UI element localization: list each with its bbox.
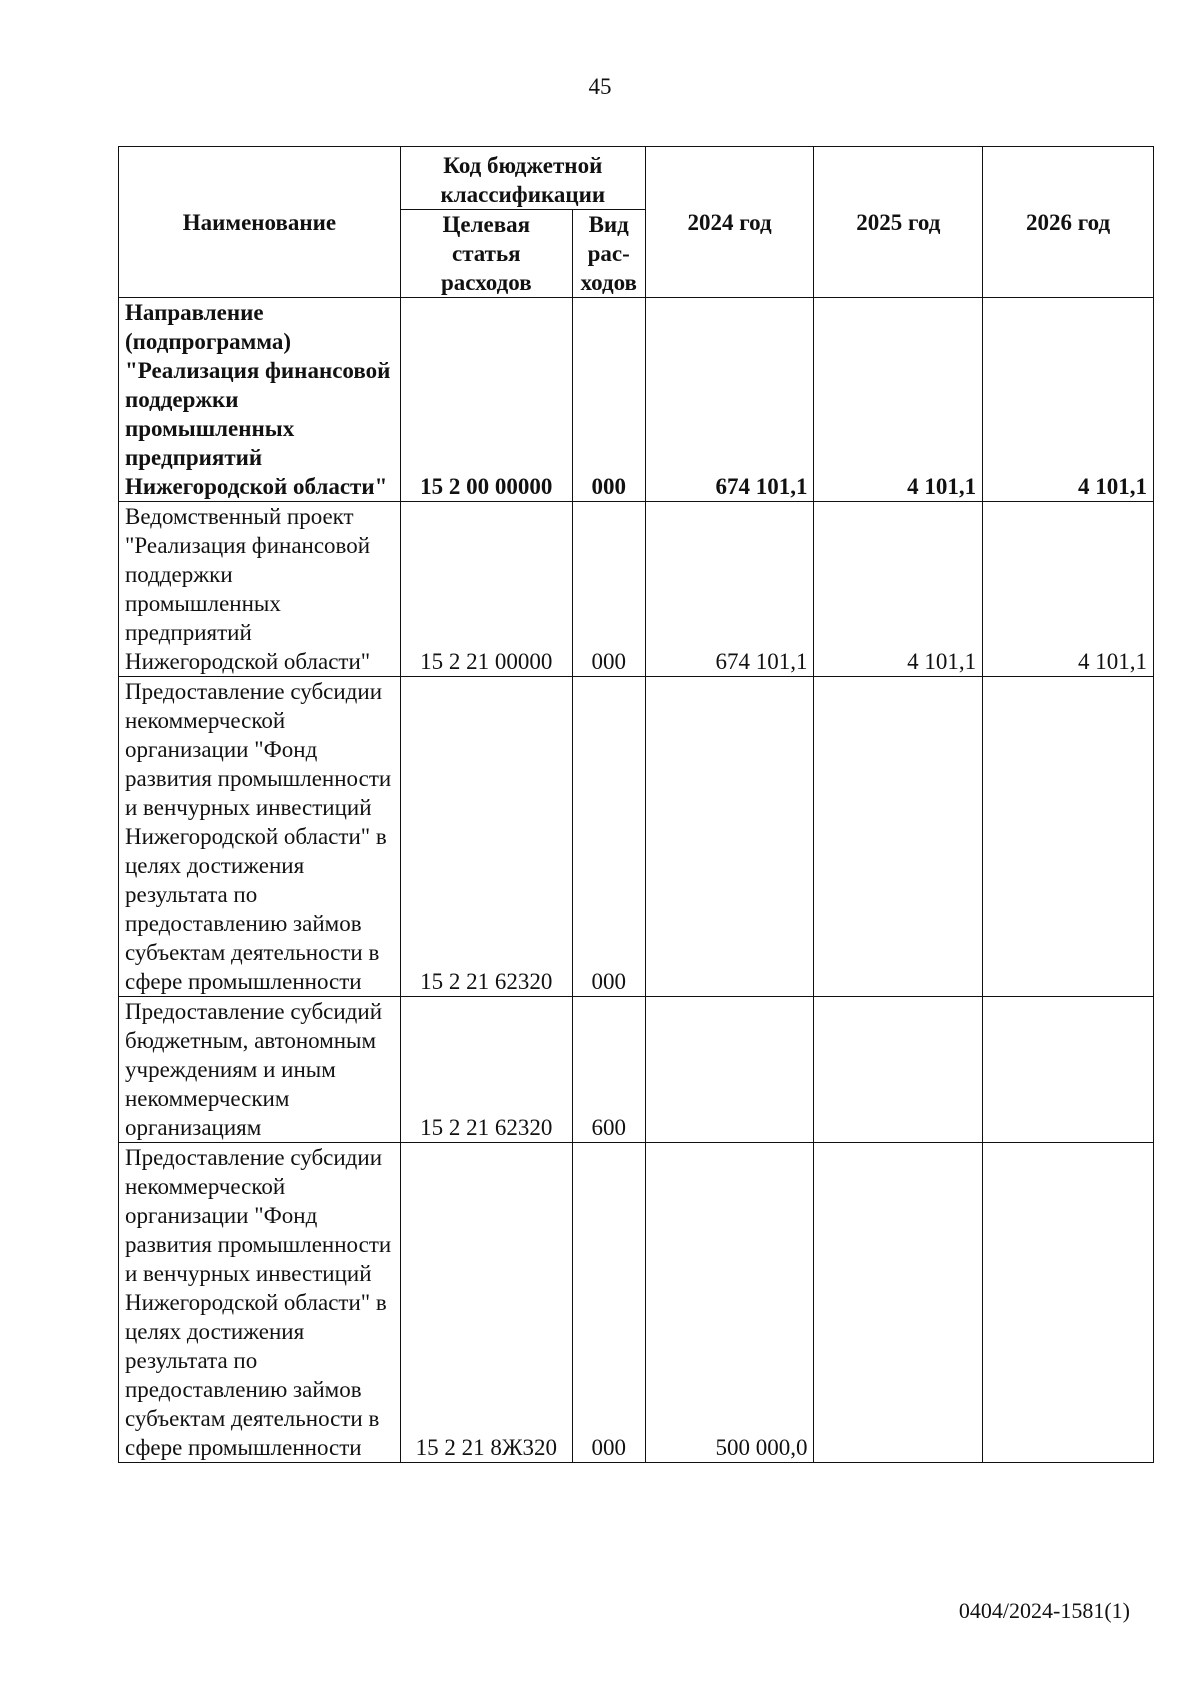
row-2025-cell: 4 101,1 [814,502,983,677]
row-expense-type-cell: 000 [572,502,645,677]
row-2025-cell [814,1143,983,1463]
row-target-article-cell: 15 2 21 62320 [400,997,572,1143]
row-2025-cell [814,677,983,997]
table-row [119,997,1154,1143]
row-name-cell: Предоставление субсидии некоммерческой организации "Фонд развития промышленности и венчурных инвестиций Нижегородской области" в целях достижения результата по предоставлению займов субъектам деятельности в сфере промышленности [119,677,401,997]
row-name-cell: Предоставление субсидий бюджетным, автономным учреждениям и иным некоммерческим организациям [119,997,401,1143]
row-2024-cell: 674 101,1 [645,298,814,502]
header-expense-type: Вид рас- ходов [572,210,645,298]
row-2024-cell: 674 101,1 [645,502,814,677]
row-2026-cell: 4 101,1 [983,298,1154,502]
row-expense-type-cell: 000 [572,1143,645,1463]
page-number: 45 [588,74,612,99]
header-target-article: Целевая статья расходов [400,210,572,298]
row-name-cell: Направление (подпрограмма) "Реализация финансовой поддержки промышленных предприятий Нижегородской области" [119,298,401,502]
row-name-cell: Ведомственный проект "Реализация финансовой поддержки промышленных предприятий Нижегородской области" [119,502,401,677]
row-2026-cell: 4 101,1 [983,502,1154,677]
row-2024-cell [645,997,814,1143]
table-header-row [119,147,1154,210]
row-target-article-cell: 15 2 00 00000 [400,298,572,502]
row-expense-type-cell: 000 [572,677,645,997]
table-row [119,1143,1154,1463]
table-row [119,298,1154,502]
row-expense-type-cell: 600 [572,997,645,1143]
header-2025: 2025 год [814,147,983,298]
header-2024: 2024 год [645,147,814,298]
table-row [119,677,1154,997]
table-body [119,298,1154,1463]
row-2026-cell [983,677,1154,997]
table-row [119,502,1154,677]
row-target-article-cell: 15 2 21 62320 [400,677,572,997]
document-id: 0404/2024-1581(1) [958,1598,1130,1623]
row-name-cell: Предоставление субсидии некоммерческой организации "Фонд развития промышленности и венчурных инвестиций Нижегородской области" в целях достижения результата по предоставлению займов субъектам деятельности в сфере промышленности [119,1143,401,1463]
row-target-article-cell: 15 2 21 8Ж320 [400,1143,572,1463]
row-expense-type-cell: 000 [572,298,645,502]
header-name: Наименование [119,147,401,298]
row-2025-cell: 4 101,1 [814,298,983,502]
row-2024-cell: 500 000,0 [645,1143,814,1463]
row-2026-cell [983,1143,1154,1463]
budget-table [118,146,1154,1463]
header-2026: 2026 год [983,147,1154,298]
row-2025-cell [814,997,983,1143]
row-2024-cell [645,677,814,997]
row-2026-cell [983,997,1154,1143]
row-target-article-cell: 15 2 21 00000 [400,502,572,677]
header-codes-group: Код бюджетной классификации [400,147,645,210]
